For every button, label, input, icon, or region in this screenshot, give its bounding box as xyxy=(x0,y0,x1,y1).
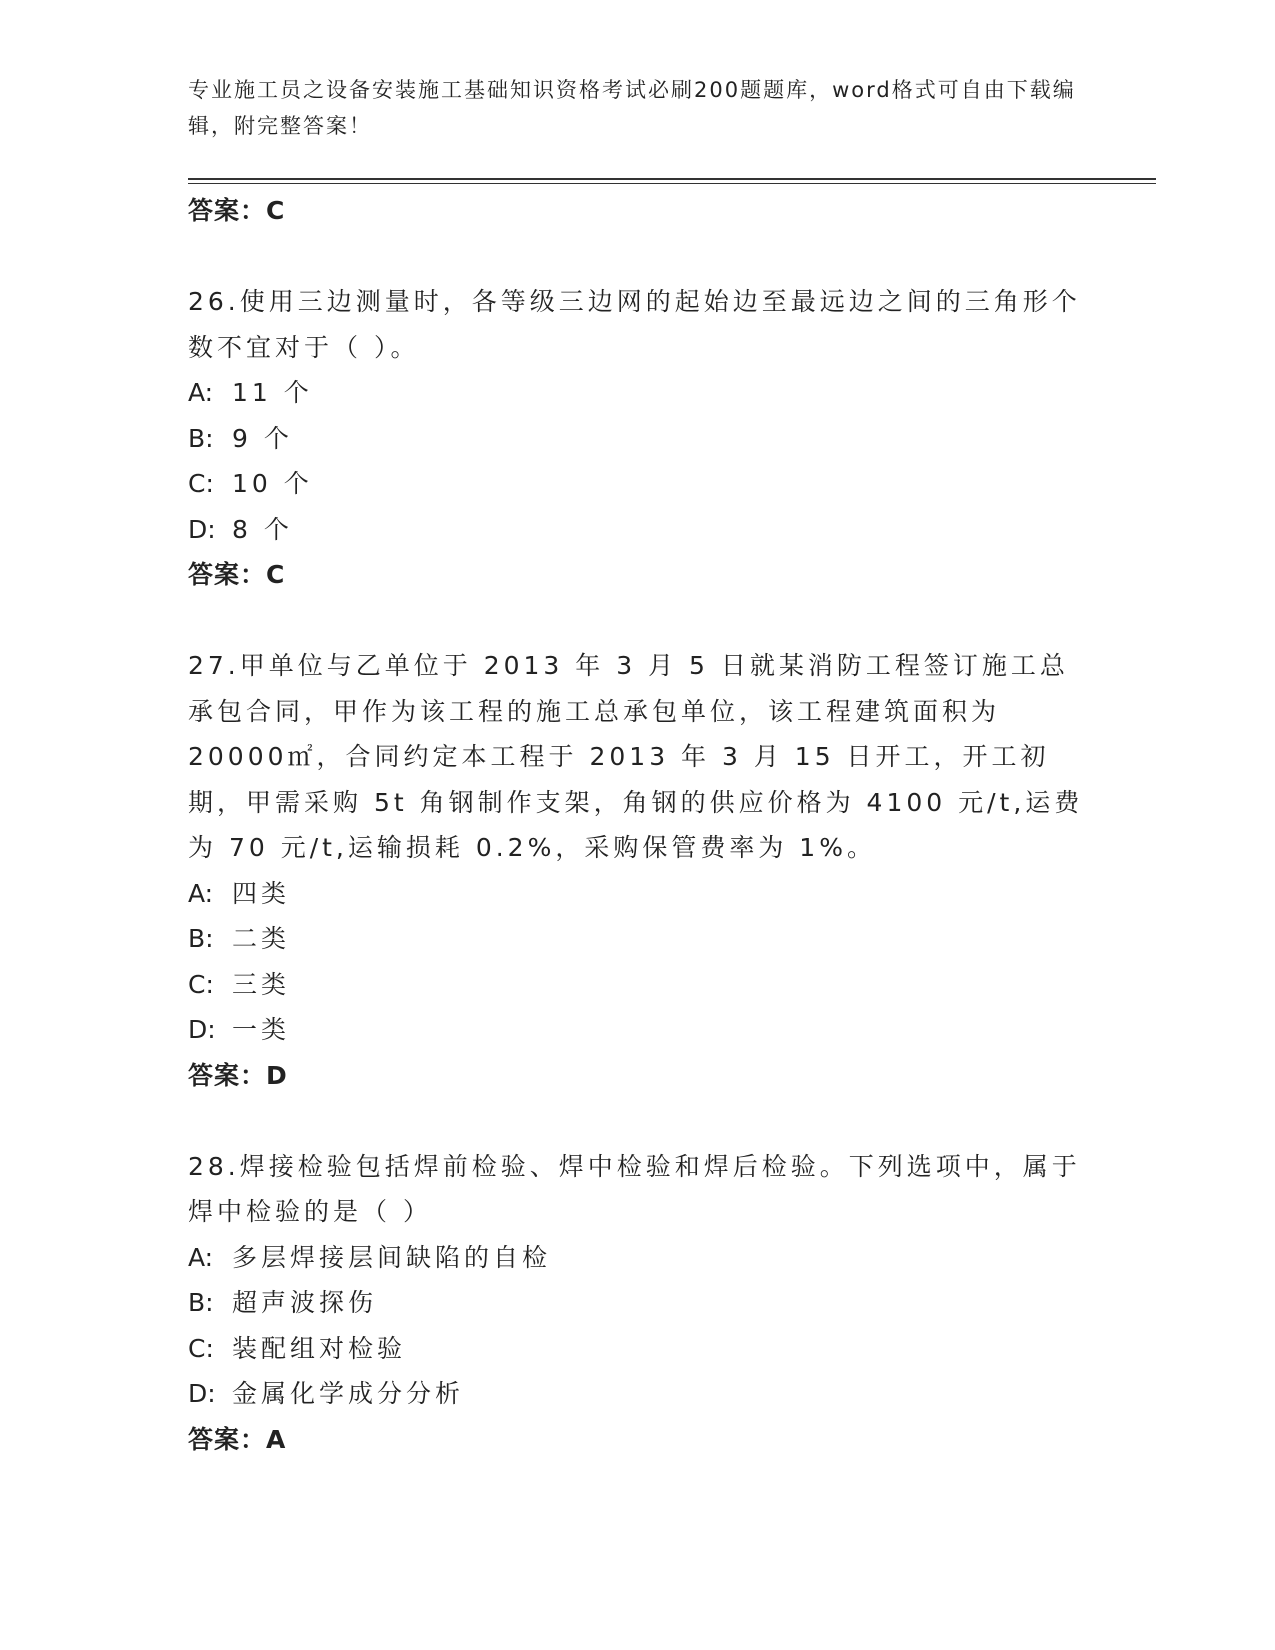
option-c xyxy=(188,461,1088,507)
option-c xyxy=(188,962,1088,1008)
option-letter: D: xyxy=(188,1379,216,1408)
option-text: 二类 xyxy=(232,924,291,953)
option-letter: B: xyxy=(188,423,214,453)
answer-line: 答案：C xyxy=(188,560,286,589)
option-letter: D: xyxy=(188,514,216,544)
option-letter: A: xyxy=(188,878,214,908)
option-a xyxy=(188,1235,1088,1281)
option-b xyxy=(188,1280,1088,1326)
option-text: 一类 xyxy=(232,1015,291,1044)
option-text: 10 个 xyxy=(232,469,313,498)
document-body xyxy=(188,188,1088,1462)
option-a xyxy=(188,871,1088,917)
option-d xyxy=(188,1007,1088,1053)
header-divider-thick xyxy=(188,178,1156,180)
option-letter: A: xyxy=(188,1242,214,1272)
question-block xyxy=(188,643,1088,1098)
option-letter: C: xyxy=(188,469,214,498)
option-a xyxy=(188,370,1088,416)
option-letter: C: xyxy=(188,969,214,999)
option-text: 8 个 xyxy=(232,514,293,544)
question-block xyxy=(188,1144,1088,1462)
option-letter: D: xyxy=(188,1015,216,1044)
option-letter: A: xyxy=(188,378,214,407)
option-letter: C: xyxy=(188,1333,214,1363)
option-text: 多层焊接层间缺陷的自检 xyxy=(232,1242,552,1272)
question-block xyxy=(188,279,1088,597)
option-b xyxy=(188,416,1088,462)
option-letter: B: xyxy=(188,1288,214,1317)
option-text: 四类 xyxy=(232,878,291,908)
option-c xyxy=(188,1326,1088,1372)
option-text: 三类 xyxy=(232,969,291,999)
question-text: 27.甲单位与乙单位于 2013 年 3 月 5 日就某消防工程签订施工总承包合同，甲作为该工程的施工总承包单位，该工程建筑面积为 20000㎡，合同约定本工程于 2013 年 3 月 15 日开工，开工初期，甲需采购 5t 角钢制作支架，角钢的供应价格为 4100 元/t,运费为 70 元/t,运输损耗 0.2%，采购保管费率为 1%。 xyxy=(188,651,1084,862)
option-text: 装配组对检验 xyxy=(232,1333,407,1363)
option-text: 9 个 xyxy=(232,423,293,453)
option-d xyxy=(188,507,1088,553)
question-text: 28.焊接检验包括焊前检验、焊中检验和焊后检验。下列选项中，属于焊中检验的是（ ） xyxy=(188,1151,1081,1226)
answer-line: 答案：D xyxy=(188,1060,288,1090)
option-text: 超声波探伤 xyxy=(232,1288,378,1317)
previous-answer: 答案：C xyxy=(188,196,286,225)
answer-line: 答案：A xyxy=(188,1424,287,1454)
header-divider-thin xyxy=(188,183,1156,184)
option-text: 11 个 xyxy=(232,378,313,407)
page-header: 专业施工员之设备安装施工基础知识资格考试必刷200题题库，word格式可自由下载编辑，附完整答案！ xyxy=(188,78,1076,138)
option-letter: B: xyxy=(188,924,214,953)
option-b xyxy=(188,916,1088,962)
option-text: 金属化学成分分析 xyxy=(232,1379,465,1408)
option-d xyxy=(188,1371,1088,1417)
question-text: 26.使用三边测量时，各等级三边网的起始边至最远边之间的三角形个数不宜对于（ ）。 xyxy=(188,287,1081,362)
